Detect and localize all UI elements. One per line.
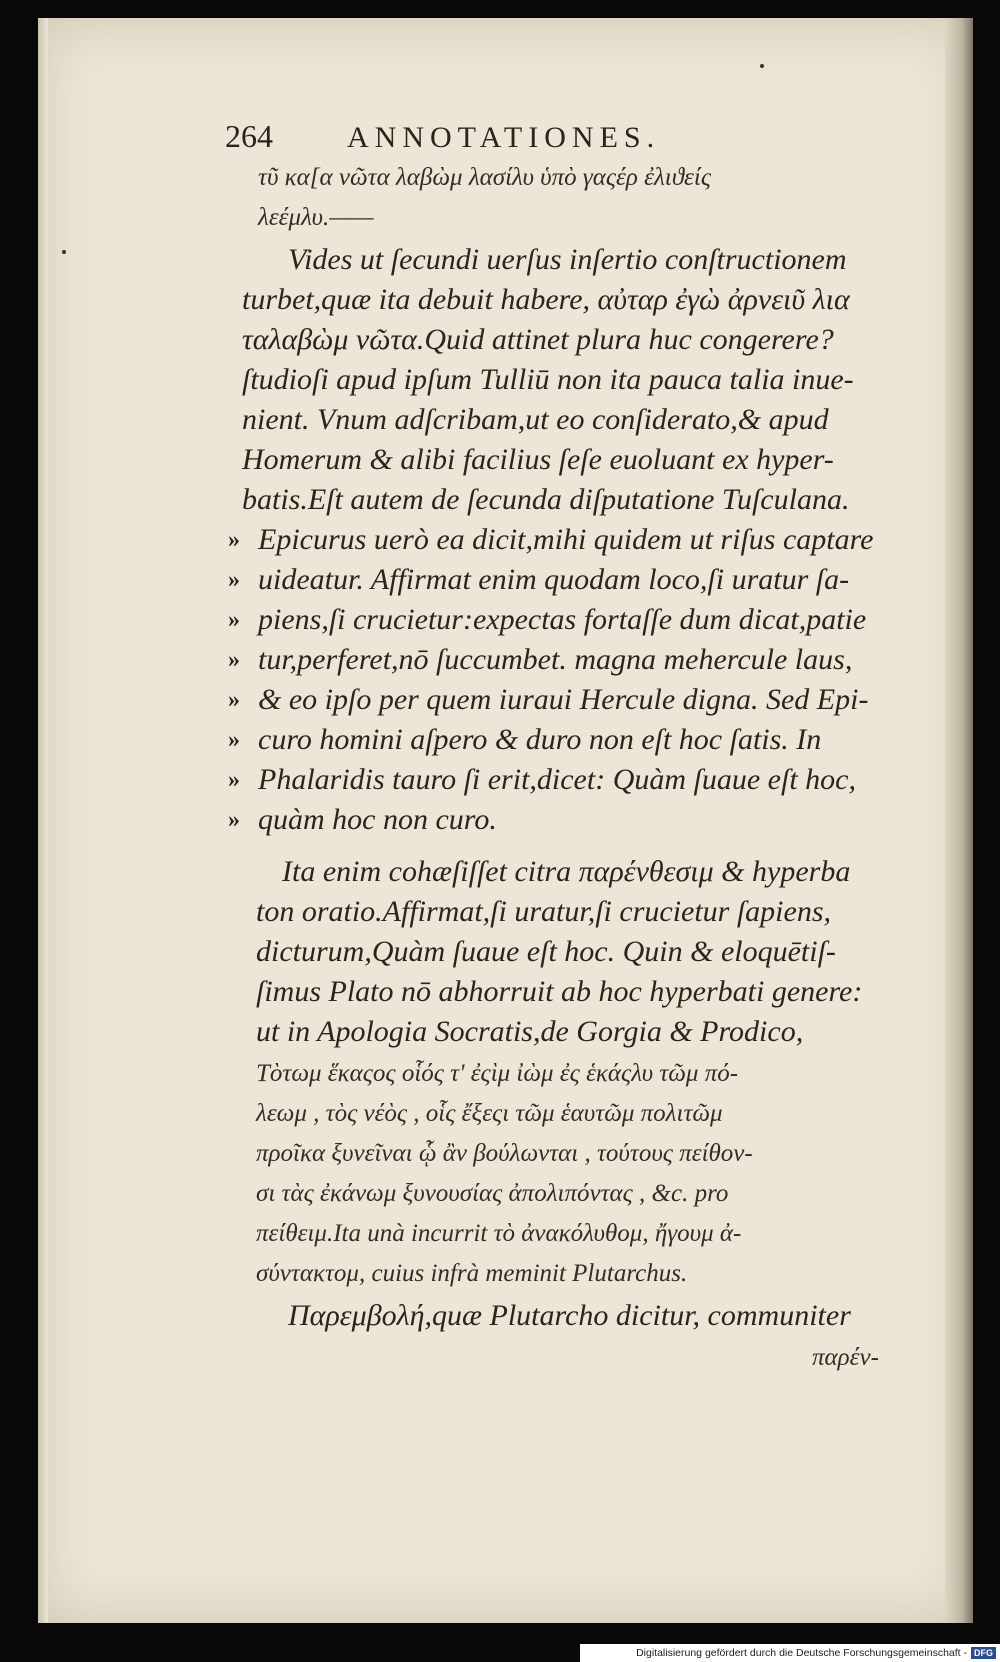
text-line: Τὸτωμ ἕκαςος οἷός τ' ἐςὶμ ἰὼμ ἐς ἑκάςλυ τῶμ πό-	[256, 1060, 739, 1087]
text-line: uideatur. Affirmat enim quodam loco,ſi uratur ſa-	[258, 563, 850, 596]
text-line: προῖκα ξυνεῖναι ᾧ ἂν βούλωνται , τούτους πείθον-	[256, 1140, 753, 1167]
quotation-mark: »	[228, 727, 240, 753]
page-fore-edge	[945, 18, 973, 1623]
text-line: ſimus Plato nō abhorruit ab hoc hyperbati genere:	[256, 975, 863, 1008]
quotation-mark: »	[228, 767, 240, 793]
text-line: ταλαβὼμ νῶτα.Quid attinet plura huc congerere?	[242, 323, 834, 356]
text-line: Homerum & alibi facilius ſeſe euoluant ex hyper-	[242, 443, 834, 476]
dfg-logo: DFG	[971, 1647, 996, 1659]
page-header	[225, 118, 660, 155]
text-line: Phalaridis tauro ſi erit,dicet: Quàm ſuaue eſt hoc,	[258, 763, 856, 796]
page-number: 264	[225, 118, 273, 154]
text-line: batis.Eſt autem de ſecunda diſputatione Tuſculana.	[242, 483, 850, 516]
text-line: & eo ipſo per quem iuraui Hercule digna. Sed Epi-	[258, 683, 869, 716]
quotation-mark: »	[228, 527, 240, 553]
text-line: Παρεμβολή,quæ Plutarcho dicitur, communiter	[288, 1299, 851, 1332]
digitization-credit	[580, 1644, 1000, 1662]
ink-speck	[760, 64, 764, 68]
text-line: σι τὰς ἐκάνωμ ξυνουσίας ἀπολιπόντας , &c. pro	[256, 1180, 729, 1207]
page-gutter-shadow	[38, 18, 48, 1623]
text-line: tur,perferet,nō ſuccumbet. magna mehercule laus,	[258, 643, 853, 676]
text-line: dicturum,Quàm ſuaue eſt hoc. Quin & eloquētiſ-	[256, 935, 836, 968]
text-line: piens,ſi crucietur:expectas fortaſſe dum dicat,patie	[258, 603, 867, 636]
text-line: λεέμλυ.——	[258, 204, 374, 231]
running-title: ANNOTATIONES.	[347, 121, 661, 154]
text-line: ton oratio.Affirmat,ſi uratur,ſi crucietur ſapiens,	[256, 895, 832, 928]
text-line: πείθειμ.Ita unà incurrit τὸ ἀνακόλυθομ, ἤγουμ ἀ-	[256, 1220, 742, 1247]
text-line: Vides ut ſecundi uerſus inſertio conſtructionem	[288, 243, 847, 276]
quotation-mark: »	[228, 647, 240, 673]
text-line: curo homini aſpero & duro non eſt hoc ſatis. In	[258, 723, 822, 756]
credit-text: Digitalisierung gefördert durch die Deutsche Forschungsgemeinschaft -	[636, 1647, 967, 1659]
text-line: Epicurus uerò ea dicit,mihi quidem ut riſus captare	[258, 523, 874, 556]
text-line: ſtudioſi apud ipſum Tulliū non ita pauca talia inue-	[242, 363, 854, 396]
quotation-mark: »	[228, 687, 240, 713]
text-line: τῦ κα[α νῶτα λαβὼμ λασίλυ ὑπὸ γαςέρ ἐλιϑείς	[258, 164, 711, 191]
quotation-mark: »	[228, 607, 240, 633]
text-line: ut in Apologia Socratis,de Gorgia & Prodico,	[256, 1015, 804, 1048]
text-line: nient. Vnum adſcribam,ut eo conſiderato,& apud	[242, 403, 829, 436]
text-line: quàm hoc non curo.	[258, 803, 497, 836]
quotation-mark: »	[228, 567, 240, 593]
text-line: λεωμ , τὸς νέὸς , οἷς ἔξεςι τῶμ ἑαυτῶμ πολιτῶμ	[256, 1100, 723, 1127]
catchword: παρέν-	[812, 1344, 879, 1371]
text-line: turbet,quæ ita debuit habere, αὐταρ ἐγὼ ἀρνειῦ λια	[242, 283, 850, 316]
text-line: σύντακτομ, cuius infrà meminit Plutarchus.	[256, 1260, 688, 1287]
quotation-mark: »	[228, 807, 240, 833]
ink-speck	[62, 250, 66, 254]
text-line: Ita enim cohæſiſſet citra παρένθεσιμ & hyperba	[282, 855, 851, 888]
